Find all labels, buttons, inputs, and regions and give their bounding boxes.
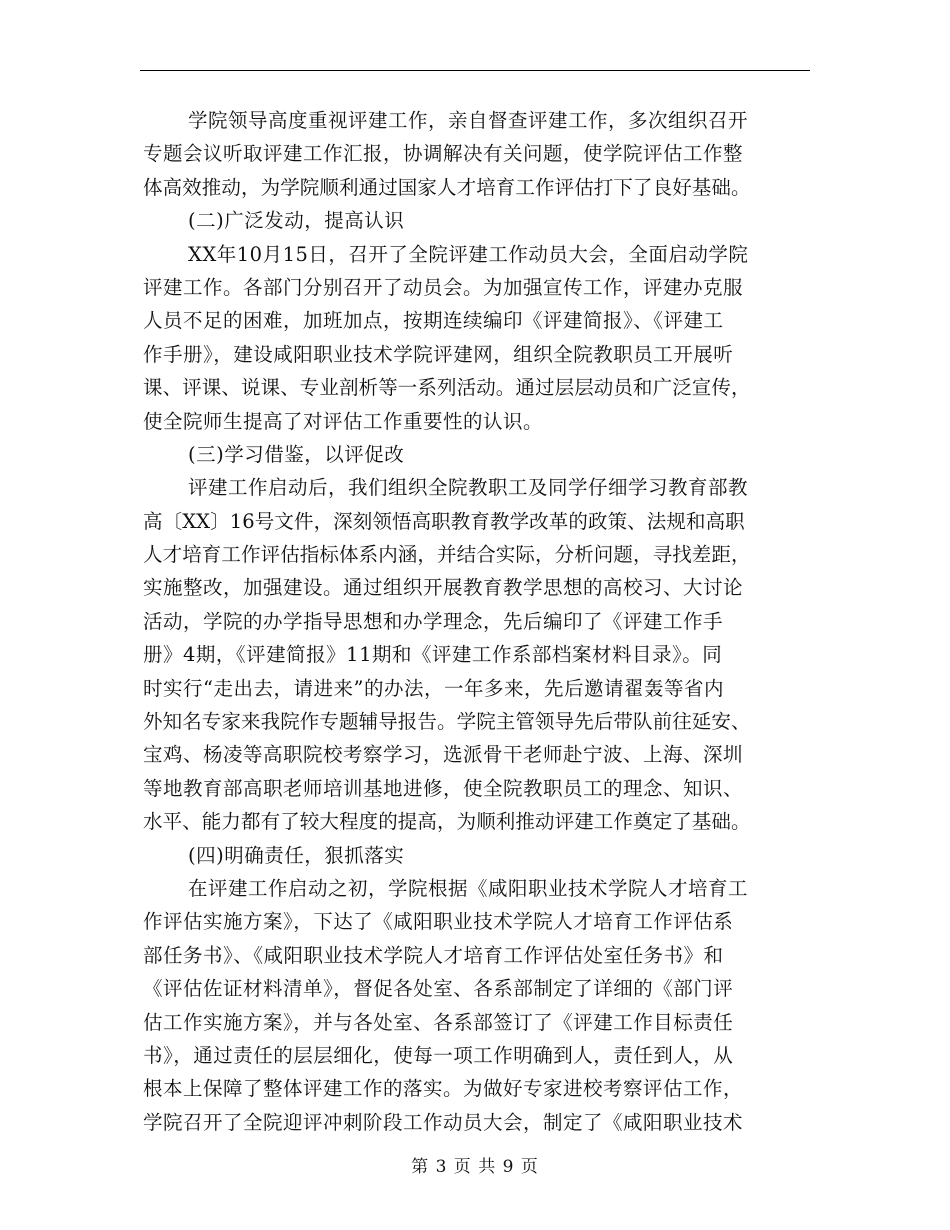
text-line: 活动，学院的办学指导思想和办学理念，先后编印了《评建工作手 — [143, 609, 724, 633]
text-line: 人才培育工作评估指标体系内涵，并结合实际，分析问题，寻找差距， — [143, 543, 751, 567]
text-line: 时实行“走出去，请进来”的办法，一年多来，先后邀请翟轰等省内 — [143, 676, 724, 700]
text-line: 宝鸡、杨凌等高职院校考察学习，选派骨干老师赴宁波、上海、深圳 — [143, 743, 744, 767]
text-line: 人员不足的困难，加班加点，按期连续编印《评建简报》、《评建工 — [143, 309, 724, 333]
document-body — [143, 104, 811, 1139]
section-heading: (四)明确责任，狠抓落实 — [188, 843, 405, 867]
text-line: 根本上保障了整体评建工作的落实。为做好专家进校考察评估工作， — [143, 1077, 744, 1101]
text-line: 部任务书》、《咸阳职业技术学院人才培育工作评估处室任务书》和 — [143, 943, 724, 967]
text-line: 水平、能力都有了较大程度的提高，为顺利推动评建工作奠定了基础。 — [143, 810, 751, 834]
text-line: 册》4期，《评建简报》11期和《评建工作系部档案材料目录》。同 — [143, 643, 723, 667]
text-line: 课、评课、说课、专业剖析等一系列活动。通过层层动员和广泛宣传， — [143, 376, 751, 400]
text-line: 评建工作。各部门分别召开了动员会。为加强宣传工作，评建办克服 — [143, 275, 744, 299]
text-line: 学院领导高度重视评建工作，亲自督查评建工作，多次组织召开 — [188, 109, 749, 132]
text-line: 书》，通过责任的层层细化，使每一项工作明确到人，责任到人，从 — [143, 1043, 734, 1067]
text-line: 外知名专家来我院作专题辅导报告。学院主管领导先后带队前往延安、 — [143, 710, 751, 734]
text-line: 等地教育部高职老师培训基地进修，使全院教职员工的理念、知识、 — [143, 776, 744, 800]
text-line: 《评估佐证材料清单》，督促各处室、各系部制定了详细的《部门评 — [143, 977, 734, 1001]
page-number-footer: 第 3 页 共 9 页 — [411, 1157, 539, 1177]
text-line: 评建工作启动后，我们组织全院教职工及同学仔细学习教育部教 — [188, 476, 749, 500]
text-line: 作评估实施方案》，下达了《咸阳职业技术学院人才培育工作评估系 — [143, 910, 734, 934]
text-line: 使全院师生提高了对评估工作重要性的认识。 — [143, 409, 544, 433]
text-line: 学院召开了全院迎评冲刺阶段工作动员大会，制定了《咸阳职业技术 — [143, 1110, 744, 1134]
section-heading: (三)学习借鉴，以评促改 — [188, 442, 405, 466]
text-line: XX年10月15日，召开了全院评建工作动员大会，全面启动学院 — [188, 242, 749, 266]
text-line: 作手册》，建设咸阳职业技术学院评建网，组织全院教职员工开展听 — [143, 342, 734, 366]
text-line: 在评建工作启动之初，学院根据《咸阳职业技术学院人才培育工 — [188, 876, 749, 900]
text-line: 高〔XX〕16号文件，深刻领悟高职教育教学改革的政策、法规和高职 — [143, 509, 745, 533]
header-rule — [140, 70, 810, 71]
text-line: 专题会议听取评建工作汇报，协调解决有关问题，使学院评估工作整 — [143, 142, 744, 166]
text-line: 体高效推动，为学院顺利通过国家人才培育工作评估打下了良好基础。 — [143, 175, 751, 199]
section-heading: (二)广泛发动，提高认识 — [188, 209, 405, 233]
text-line: 估工作实施方案》，并与各处室、各系部签订了《评建工作目标责任 — [143, 1010, 734, 1034]
text-line: 实施整改，加强建设。通过组织开展教育教学思想的高校习、大讨论 — [143, 576, 744, 600]
